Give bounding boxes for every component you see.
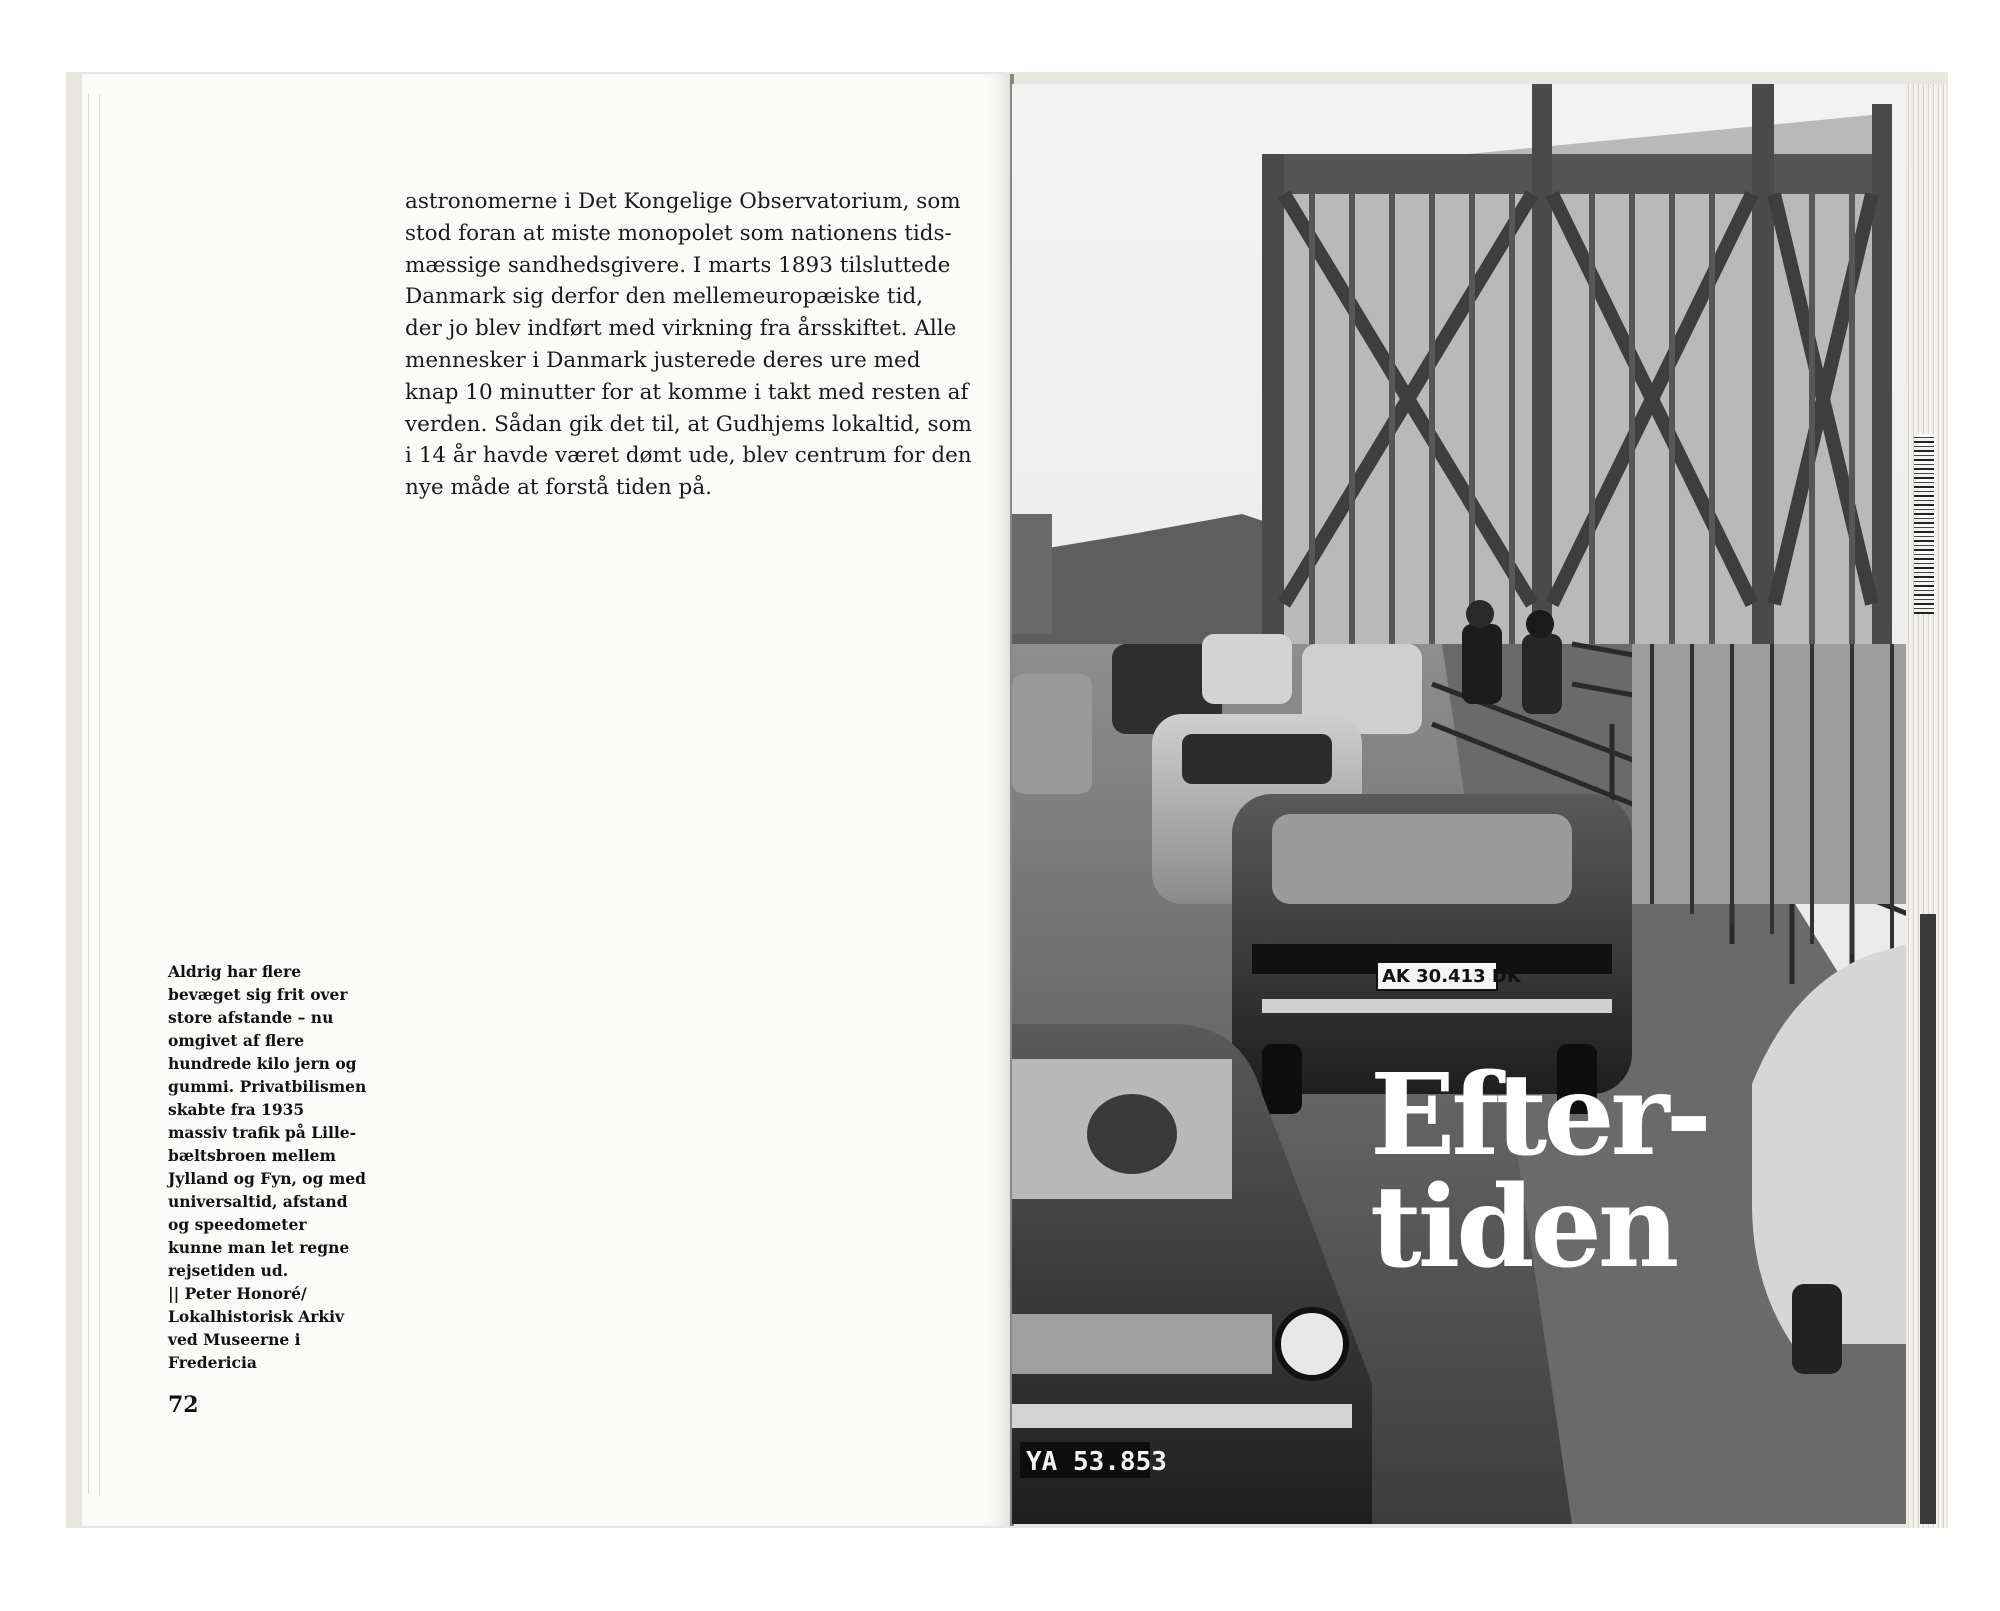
driver <box>1087 1094 1177 1174</box>
body-line: stod foran at miste monopolet som nationens tids- <box>405 220 952 246</box>
caption-credit-line: Lokalhistorisk Arkiv <box>168 1307 345 1326</box>
page-number: 72 <box>168 1392 199 1418</box>
headline-line: Efter- <box>1370 1050 1709 1181</box>
caption-line: omgivet af flere <box>168 1031 305 1050</box>
caption-line: universaltid, afstand <box>168 1192 348 1211</box>
caption-line: bevæget sig frit over <box>168 985 348 1004</box>
plate-center: AK 30.413 DK <box>1382 966 1521 987</box>
headlight <box>1278 1310 1346 1378</box>
body-line: mæssige sandhedsgivere. I marts 1893 tilsluttede <box>405 252 951 278</box>
body-line: nye måde at forstå tiden på. <box>405 475 712 501</box>
headline-line: tiden <box>1370 1162 1676 1293</box>
chapter-headline <box>1370 1050 1930 1293</box>
caption-line: og speedometer <box>168 1215 307 1234</box>
body-line: der jo blev indført med virkning fra årsskiftet. Alle <box>405 316 957 342</box>
caption-line: hundrede kilo jern og <box>168 1054 357 1073</box>
caption-line: gummi. Privatbilismen <box>168 1077 367 1096</box>
left-page <box>82 74 1012 1526</box>
caption-credit-line: Fredericia <box>168 1353 257 1372</box>
caption-line: bæltsbroen mellem <box>168 1146 336 1165</box>
body-line: Danmark sig derfor den mellemeuropæiske tid, <box>405 284 924 310</box>
body-text <box>405 186 972 504</box>
page-edges <box>1906 84 1946 1528</box>
body-line: mennesker i Danmark justerede deres ure med <box>405 347 921 373</box>
page-edge-lines <box>88 94 100 1494</box>
caption-line: Jylland og Fyn, og med <box>168 1169 366 1188</box>
tower <box>1012 514 1052 634</box>
body-line: verden. Sådan gik det til, at Gudhjems lokaltid, som <box>405 411 972 437</box>
right-page-photo <box>1012 84 1908 1524</box>
body-line: knap 10 minutter for at komme i takt med resten af <box>405 379 969 405</box>
caption-line: store afstande – nu <box>168 1008 334 1027</box>
caption-credit-line: || Peter Honoré/ <box>168 1284 307 1303</box>
body-line: i 14 år havde været dømt ude, blev centrum for den <box>405 443 972 469</box>
bridge-traffic-photo <box>1012 84 1908 1524</box>
caption-line: massiv trafik på Lille- <box>168 1123 357 1142</box>
barcode-strip <box>1914 434 1934 614</box>
caption-line: Aldrig har flere <box>168 962 302 981</box>
bridge-truss <box>1262 84 1892 674</box>
caption-line: kunne man let regne <box>168 1238 350 1257</box>
caption-line: rejsetiden ud. <box>168 1261 289 1280</box>
photo-caption <box>168 960 378 1374</box>
caption-line: skabte fra 1935 <box>168 1100 305 1119</box>
body-line: astronomerne i Det Kongelige Observatorium, som <box>405 189 961 214</box>
caption-credit-line: ved Museerne i <box>168 1330 301 1349</box>
plate-front: YA 53.853 <box>1026 1447 1167 1477</box>
